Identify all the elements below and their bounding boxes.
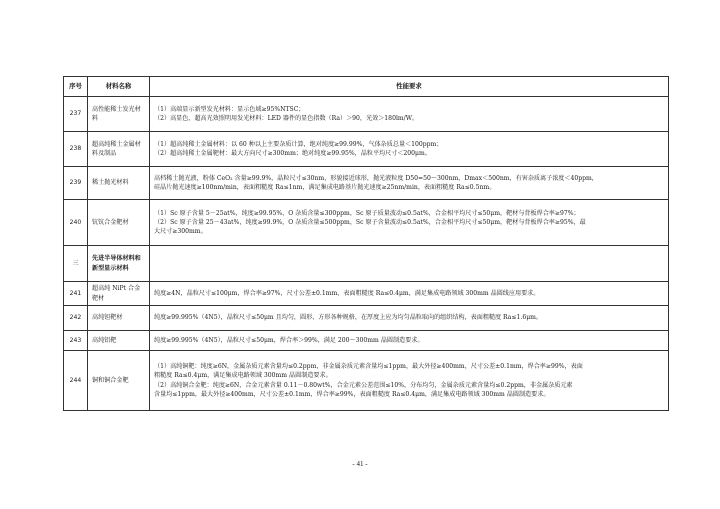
requirement-line: （1）Sc 原子含量 5－25at%，纯度≥99.95%，O 杂质含量≤300ppm，Sc 原子质量波动≤0.5at%，合金相平均尺寸≤50μm，靶材与背板焊合率≥97%； (154, 209, 580, 217)
row-number: 239 (64, 167, 88, 200)
requirement-line: 纯度≥4N，晶粒尺寸≤100μm，焊合率≥97%，尺寸公差±0.1mm，表面粗糙度 Ra≤0.4μm，满足集成电路领域 300mm 晶圆线应用要求。 (154, 289, 540, 297)
requirement-line: （2）高显色、超高光效照明用发光材料：LED 器件的显色指数（Ra）＞90，光效＞180lm/W。 (154, 115, 419, 122)
page-number: - 41 - (352, 460, 368, 468)
row-number: 244 (64, 351, 88, 411)
material-name: 高纯钽靶材 (88, 306, 150, 331)
table-row (64, 331, 669, 351)
requirement-line: （1）高端显示新型发光材料：显示色域≥95%NTSC； (154, 105, 305, 113)
table-category-row (64, 246, 669, 282)
requirement-line: （2）高纯铜合金靶：纯度≥6N，合金元素含量 0.11－0.80wt%，合金元素公差范围≤10%，分布均匀，金属杂质元素含量均≤0.2ppm，非金属杂质元素 (154, 381, 573, 389)
requirement-line: 高档稀土抛光液，粉体 CeO₂ 含量≥99.9%，晶粒尺寸≤30nm，形貌接近球形，抛光液粒度 D50=50～300nm，Dmax＜500nm，有害杂质离子浓度＜40ppm， (154, 174, 598, 182)
header-performance-requirements: 性能要求 (150, 77, 669, 97)
requirement-line: 纯度≥99.995%（4N5），晶粒尺寸≤50μm 且均匀，圆形、方形各种规格，在厚度上应为均匀晶粒取向的组织结构，表面粗糙度 Ra≤1.6μm。 (154, 314, 543, 322)
table-row (64, 200, 669, 246)
table-row (64, 351, 669, 411)
material-name: 超高纯稀土金属材料及制品 (88, 132, 150, 167)
row-number: 243 (64, 331, 88, 351)
performance-requirements (150, 351, 669, 411)
performance-requirements (150, 246, 669, 282)
table-header-row (64, 77, 669, 97)
table-row (64, 282, 669, 306)
material-name: 超高纯 NiPt 合金靶材 (88, 282, 150, 306)
table-row (64, 167, 669, 200)
requirement-line: （2）Sc 原子含量 25－43at%，纯度≥99.9%，O 杂质含量≤500ppm，Sc 原子含量波动≤0.5at%，合金相平均尺寸≤50μm，靶材与背板焊合率≥95%，最 (154, 218, 586, 226)
row-number: 242 (64, 306, 88, 331)
material-name: 钪钪合金靶材 (88, 200, 150, 246)
header-material-name: 材料名称 (88, 77, 150, 97)
row-number: 238 (64, 132, 88, 167)
performance-requirements (150, 200, 669, 246)
material-name: 铜和铜合金靶 (88, 351, 150, 411)
requirement-line: 硅晶片抛光速度≥100nm/min，表面粗糙度 Ra≤1nm，满足集成电路基片抛光速度≥25nm/min，表面粗糙度 Ra≤0.5nm。 (154, 184, 496, 191)
materials-spec-table (63, 76, 669, 411)
requirement-line: （1）高纯铜靶：纯度≥6N，金属杂质元素含量均≤0.2ppm，非金属杂质元素含量均≤1ppm，最大外径≥400mm，尺寸公差±0.1mm，焊合率≥99%，表面 (154, 363, 583, 371)
table-row (64, 97, 669, 132)
requirement-line: 含量均≤1ppm，最大外径≥400mm，尺寸公差±0.1mm，焊合率≥99%，表面粗糙度 Ra≤0.4μm，满足集成电路领域 300mm 晶圆制造要求。 (154, 390, 550, 398)
row-number: 240 (64, 200, 88, 246)
requirement-line: （2）超高纯稀土金属靶材：最大方向尺寸≥300mm；绝对纯度≥99.95%，晶粒平均尺寸＜200μm。 (154, 150, 431, 157)
material-name: 高纯铝靶 (88, 331, 150, 351)
performance-requirements (150, 306, 669, 331)
performance-requirements (150, 132, 669, 167)
table-body (64, 97, 669, 411)
header-no: 序号 (64, 77, 88, 97)
material-name: 先进半导体材料和新型显示材料 (88, 246, 150, 282)
material-name: 稀土抛光材料 (88, 167, 150, 200)
performance-requirements (150, 167, 669, 200)
requirement-line: 纯度≥99.995%（4N5），晶粒尺寸≤50μm，焊合率＞99%，满足 200～300mm 晶圆制造要求。 (154, 336, 424, 344)
performance-requirements (150, 282, 669, 306)
requirement-line: 大尺寸≥300mm。 (154, 228, 207, 236)
row-number: 三 (64, 246, 88, 282)
material-name: 高性能稀土发光材料 (88, 97, 150, 132)
table-row (64, 132, 669, 167)
requirement-line: 粗糙度 Ra≤0.4μm，满足集成电路领域 300mm 晶圆制造要求。 (154, 372, 332, 380)
row-number: 237 (64, 97, 88, 132)
performance-requirements (150, 97, 669, 132)
table-row (64, 306, 669, 331)
performance-requirements (150, 331, 669, 351)
row-number: 241 (64, 282, 88, 306)
requirement-line: （1）超高纯稀土金属材料：以 60 种以上主要杂质计算，绝对纯度≥99.99%，气体杂质总量＜100ppm； (154, 140, 443, 148)
